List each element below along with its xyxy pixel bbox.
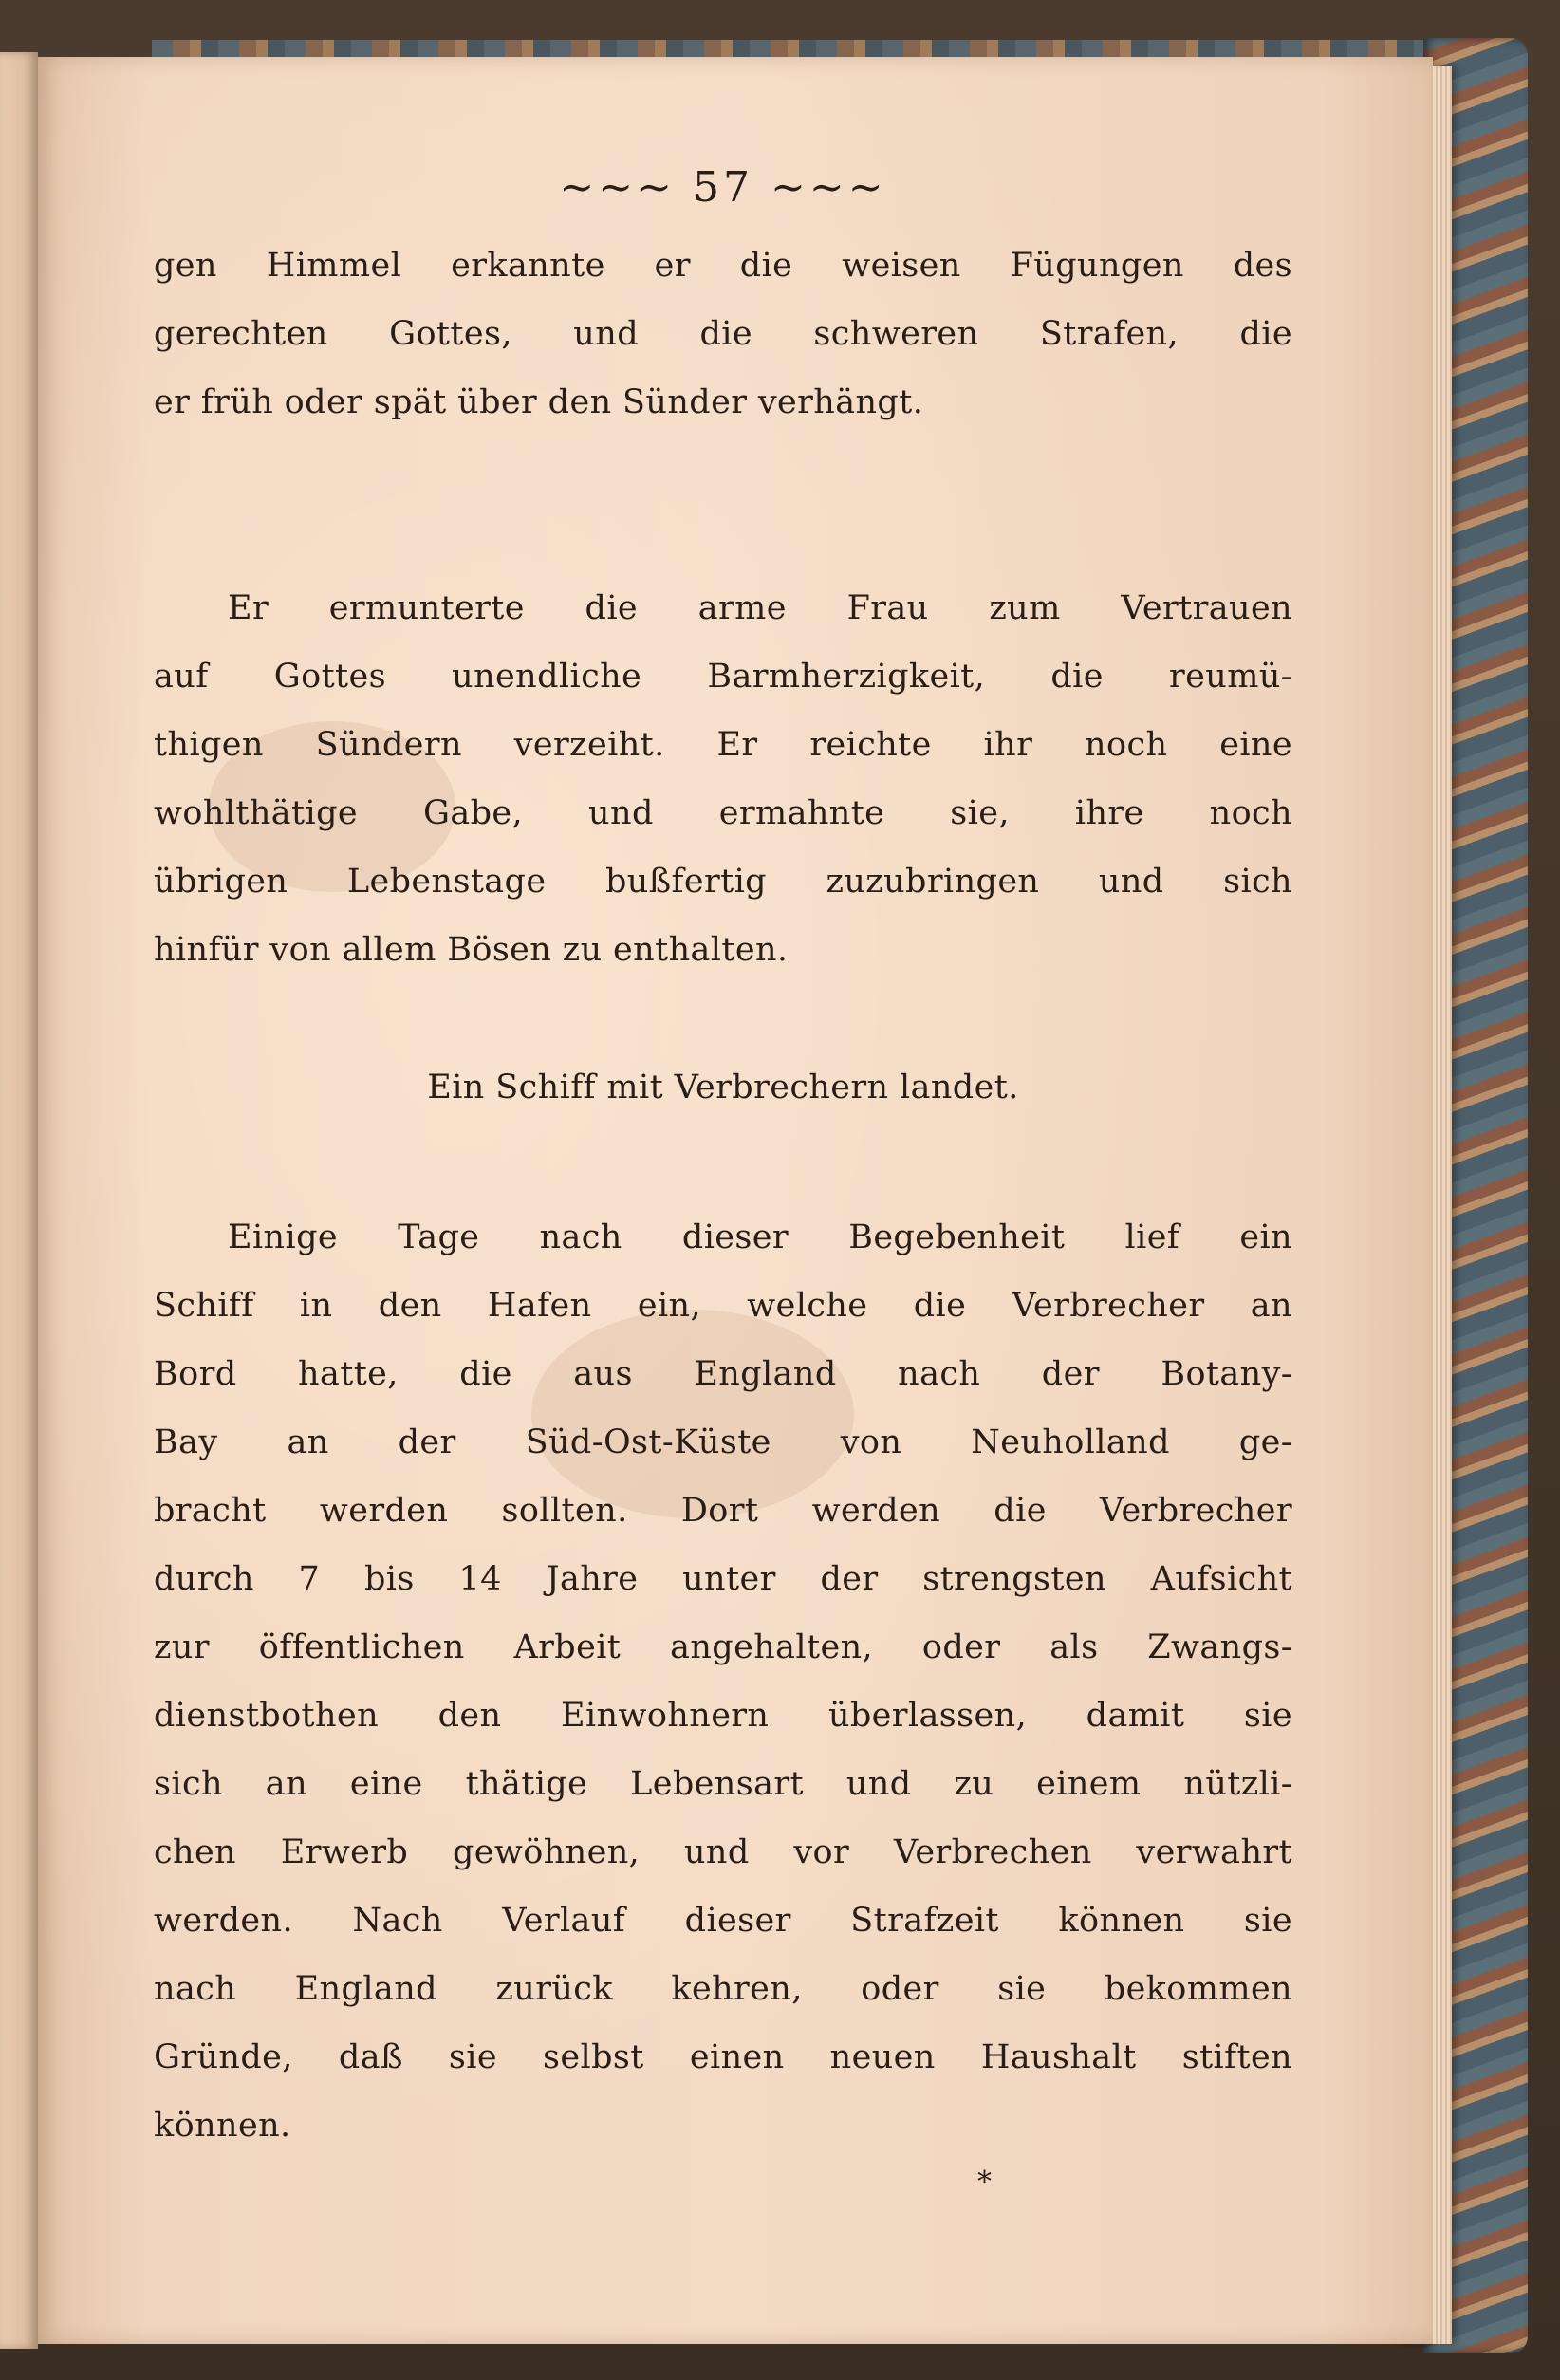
text-line: sich an eine thätige Lebensart und zu einem nützli- bbox=[154, 1765, 1292, 1803]
book-page bbox=[38, 57, 1433, 2344]
text-line: gen Himmel erkannte er die weisen Fügungen des bbox=[154, 247, 1292, 285]
text-line: Gründe, daß sie selbst einen neuen Haushalt stiften bbox=[154, 2038, 1292, 2076]
paragraph-3 bbox=[154, 1203, 1292, 2160]
text-line: nach England zurück kehren, oder sie bekommen bbox=[154, 1970, 1292, 2008]
text-line: werden. Nach Verlauf dieser Strafzeit können sie bbox=[154, 1902, 1292, 1940]
text-line: Er ermunterte die arme Frau zum Vertrauen bbox=[228, 589, 1292, 627]
signature-mark: * bbox=[977, 2166, 992, 2199]
text-line: hinfür von allem Bösen zu enthalten. bbox=[154, 931, 789, 969]
page-number: ~~~ 57 ~~~ bbox=[559, 163, 887, 212]
text-line: wohlthätige Gabe, und ermahnte sie, ihre noch bbox=[154, 794, 1292, 832]
text-line: Bord hatte, die aus England nach der Botany- bbox=[154, 1355, 1292, 1393]
text-line: auf Gottes unendliche Barmherzigkeit, die reumü- bbox=[154, 658, 1292, 696]
text-line: können. bbox=[154, 2107, 291, 2145]
text-line: durch 7 bis 14 Jahre unter der strengsten Aufsicht bbox=[154, 1560, 1292, 1598]
text-line: übrigen Lebenstage bußfertig zuzubringen und sich bbox=[154, 863, 1292, 901]
text-line: gerechten Gottes, und die schweren Strafen, die bbox=[154, 315, 1292, 353]
previous-page-edge bbox=[0, 52, 38, 2349]
paragraph-2 bbox=[154, 574, 1292, 984]
text-line: Bay an der Süd-Ost-Küste von Neuholland ge- bbox=[154, 1423, 1292, 1461]
text-line: thigen Sündern verzeiht. Er reichte ihr noch eine bbox=[154, 726, 1292, 764]
text-line: bracht werden sollten. Dort werden die Verbrecher bbox=[154, 1492, 1292, 1530]
paragraph-1 bbox=[154, 232, 1292, 437]
text-line: zur öffentlichen Arbeit angehalten, oder als Zwangs- bbox=[154, 1628, 1292, 1666]
text-line: dienstbothen den Einwohnern überlassen, damit sie bbox=[154, 1697, 1292, 1735]
text-line: Einige Tage nach dieser Begebenheit lief ein bbox=[228, 1218, 1292, 1256]
section-heading: Ein Schiff mit Verbrechern landet. bbox=[427, 1069, 1019, 1106]
text-line: chen Erwerb gewöhnen, und vor Verbrechen verwahrt bbox=[154, 1833, 1292, 1871]
text-line: er früh oder spät über den Sünder verhängt. bbox=[154, 383, 924, 421]
text-line: Schiff in den Hafen ein, welche die Verbrecher an bbox=[154, 1287, 1292, 1325]
